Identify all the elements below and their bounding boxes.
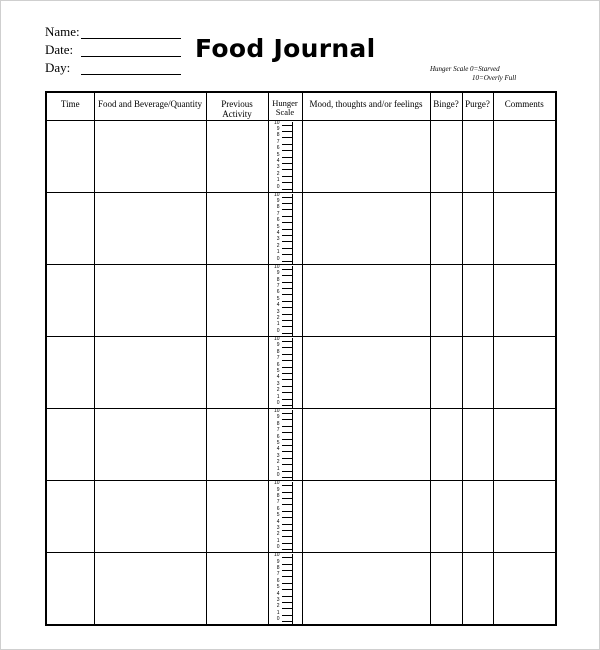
cell-previous-activity[interactable]	[206, 553, 268, 625]
hunger-scale-number: 9	[276, 486, 280, 493]
hunger-scale-number: 8	[276, 492, 280, 499]
cell-mood[interactable]	[302, 192, 430, 264]
hunger-scale-tick	[282, 511, 292, 512]
hunger-scale-tick	[282, 307, 292, 308]
date-line[interactable]	[81, 56, 181, 57]
date-label: Date:	[45, 42, 74, 57]
hunger-scale-ladder	[273, 480, 293, 552]
cell-purge[interactable]	[462, 409, 493, 481]
hunger-scale-number: 5	[276, 223, 280, 230]
cell-comments[interactable]	[493, 481, 556, 553]
hunger-scale-number: 0	[276, 327, 280, 334]
column-header-comments: Comments	[493, 92, 556, 120]
cell-binge[interactable]	[430, 192, 462, 264]
hunger-scale-number: 10	[273, 552, 280, 559]
cell-previous-activity[interactable]	[206, 120, 268, 192]
hunger-scale-tick	[282, 137, 292, 138]
hunger-scale-tick	[282, 504, 292, 505]
hunger-scale-number: 5	[276, 295, 280, 302]
hunger-scale-tick	[282, 157, 292, 158]
hunger-scale-tick	[282, 341, 292, 342]
cell-comments[interactable]	[493, 192, 556, 264]
hunger-scale-tick	[282, 203, 292, 204]
hunger-scale-tick	[282, 557, 292, 558]
hunger-scale-tick	[282, 536, 292, 537]
hunger-scale-number: 7	[276, 499, 280, 506]
hunger-scale-ladder	[273, 335, 293, 408]
cell-food[interactable]	[94, 336, 206, 408]
hunger-scale-tick	[282, 354, 292, 355]
column-header-food: Food and Beverage/Quantity	[94, 92, 206, 120]
hunger-scale-number: 6	[276, 361, 280, 368]
hunger-scale-tick	[282, 379, 292, 380]
name-field[interactable]	[45, 24, 80, 40]
cell-previous-activity[interactable]	[206, 264, 268, 336]
cell-hunger[interactable]	[268, 336, 302, 408]
hunger-scale-number: 1	[276, 609, 280, 616]
hunger-scale-tick	[282, 583, 292, 584]
hunger-scale-tick	[282, 477, 292, 478]
hunger-scale-number: 7	[276, 282, 280, 289]
cell-time[interactable]	[46, 336, 94, 408]
page-title: Food Journal	[195, 34, 376, 63]
hunger-scale-number: 0	[276, 616, 280, 623]
hunger-scale-number: 8	[276, 276, 280, 283]
hunger-scale-number: 7	[276, 210, 280, 217]
hunger-scale-tick	[282, 419, 292, 420]
column-header-hunger-scale: Hunger Scale	[268, 92, 302, 120]
cell-time[interactable]	[46, 409, 94, 481]
cell-purge[interactable]	[462, 192, 493, 264]
cell-purge[interactable]	[462, 120, 493, 192]
hunger-scale-tick	[282, 189, 292, 190]
cell-binge[interactable]	[430, 336, 462, 408]
hunger-scale-number: 5	[276, 367, 280, 374]
hunger-scale-number: 4	[276, 590, 280, 597]
hunger-scale-number: 4	[276, 230, 280, 237]
hunger-scale-number: 10	[273, 119, 280, 126]
cell-previous-activity[interactable]	[206, 192, 268, 264]
cell-previous-activity[interactable]	[206, 481, 268, 553]
hunger-scale-tick	[282, 602, 292, 603]
table-row	[46, 553, 556, 625]
hunger-scale-tick	[282, 176, 292, 177]
hunger-scale-number: 0	[276, 472, 280, 479]
hunger-scale-number: 9	[276, 414, 280, 421]
cell-previous-activity[interactable]	[206, 409, 268, 481]
table-row	[46, 481, 556, 553]
hunger-scale-tick	[282, 248, 292, 249]
cell-previous-activity[interactable]	[206, 336, 268, 408]
hunger-scale-tick	[282, 576, 292, 577]
hunger-scale-tick	[282, 197, 292, 198]
hunger-scale-tick	[282, 549, 292, 550]
cell-comments[interactable]	[493, 409, 556, 481]
hunger-scale-number: 8	[276, 348, 280, 355]
hunger-scale-ladder	[273, 408, 293, 480]
cell-time[interactable]	[46, 481, 94, 553]
hunger-scale-tick	[282, 426, 292, 427]
hunger-scale-tick	[282, 320, 292, 321]
hunger-scale-number: 0	[276, 544, 280, 551]
cell-food[interactable]	[94, 192, 206, 264]
hunger-scale-number: 9	[276, 270, 280, 277]
table-row	[46, 336, 556, 408]
cell-hunger[interactable]	[268, 481, 302, 553]
cell-hunger[interactable]	[268, 553, 302, 625]
hunger-scale-number: 3	[276, 597, 280, 604]
hunger-scale-number: 1	[276, 537, 280, 544]
hunger-scale-tick	[282, 229, 292, 230]
hunger-scale-number: 10	[273, 263, 280, 270]
hunger-scale-tick	[282, 615, 292, 616]
hunger-scale-tick	[282, 543, 292, 544]
hunger-scale-number: 2	[276, 603, 280, 610]
hunger-scale-tick	[282, 254, 292, 255]
hunger-scale-number: 9	[276, 558, 280, 565]
hunger-scale-tick	[282, 182, 292, 183]
hunger-scale-tick	[282, 464, 292, 465]
hunger-scale-number: 5	[276, 584, 280, 591]
hunger-scale-number: 6	[276, 145, 280, 152]
hunger-scale-tick	[282, 399, 292, 400]
hunger-scale-number: 10	[273, 480, 280, 487]
hunger-scale-tick	[282, 432, 292, 433]
column-header-time: Time	[46, 92, 94, 120]
hunger-scale-tick	[282, 608, 292, 609]
hunger-scale-number: 1	[276, 321, 280, 328]
cell-mood[interactable]	[302, 120, 430, 192]
hunger-scale-ladder	[273, 191, 293, 264]
day-line[interactable]	[81, 74, 181, 75]
hunger-scale-number: 6	[276, 577, 280, 584]
cell-purge[interactable]	[462, 481, 493, 553]
hunger-scale-tick	[282, 275, 292, 276]
hunger-scale-number: 9	[276, 342, 280, 349]
hunger-scale-tick	[282, 222, 292, 223]
hunger-scale-tick	[282, 125, 292, 126]
cell-comments[interactable]	[493, 336, 556, 408]
hunger-scale-tick	[282, 282, 292, 283]
column-header-purge: Purge?	[462, 92, 493, 120]
day-label: Day:	[45, 60, 71, 75]
name-line[interactable]	[81, 38, 181, 39]
hunger-scale-tick	[282, 524, 292, 525]
hunger-scale-tick	[282, 261, 292, 262]
cell-hunger[interactable]	[268, 409, 302, 481]
hunger-scale-tick	[282, 451, 292, 452]
hunger-scale-number: 2	[276, 170, 280, 177]
hunger-scale-tick	[282, 386, 292, 387]
hunger-scale-tick	[282, 530, 292, 531]
hunger-scale-number: 1	[276, 177, 280, 184]
hunger-scale-tick	[282, 216, 292, 217]
hunger-scale-tick	[282, 163, 292, 164]
hunger-scale-tick	[282, 373, 292, 374]
cell-time[interactable]	[46, 192, 94, 264]
hunger-scale-number: 1	[276, 249, 280, 256]
hunger-scale-number: 4	[276, 374, 280, 381]
hunger-scale-number: 5	[276, 151, 280, 158]
hunger-scale-tick	[282, 131, 292, 132]
hunger-scale-number: 4	[276, 302, 280, 309]
hunger-scale-tick	[282, 360, 292, 361]
hunger-scale-number: 2	[276, 314, 280, 321]
hunger-scale-number: 3	[276, 452, 280, 459]
hunger-scale-note-2: 10=Overly Full	[472, 74, 517, 82]
cell-binge[interactable]	[430, 409, 462, 481]
hunger-scale-tick	[282, 169, 292, 170]
hunger-scale-tick	[282, 392, 292, 393]
hunger-scale-ladder	[273, 263, 293, 336]
cell-mood[interactable]	[302, 264, 430, 336]
hunger-scale-tick	[282, 347, 292, 348]
hunger-scale-number: 7	[276, 427, 280, 434]
cell-comments[interactable]	[493, 120, 556, 192]
hunger-scale-tick	[282, 517, 292, 518]
hunger-scale-number: 8	[276, 132, 280, 139]
hunger-scale-tick	[282, 589, 292, 590]
hunger-scale-number: 8	[276, 420, 280, 427]
cell-food[interactable]	[94, 553, 206, 625]
table-row	[46, 120, 556, 192]
hunger-scale-number: 7	[276, 138, 280, 145]
hunger-scale-number: 6	[276, 289, 280, 296]
hunger-scale-number: 4	[276, 157, 280, 164]
hunger-scale-tick	[282, 241, 292, 242]
hunger-scale-tick	[282, 596, 292, 597]
food-journal-table	[45, 91, 557, 626]
hunger-scale-number: 6	[276, 217, 280, 224]
cell-purge[interactable]	[462, 553, 493, 625]
hunger-scale-tick	[282, 445, 292, 446]
hunger-scale-number: 7	[276, 571, 280, 578]
hunger-scale-number: 2	[276, 459, 280, 466]
cell-binge[interactable]	[430, 553, 462, 625]
cell-purge[interactable]	[462, 336, 493, 408]
hunger-scale-number: 3	[276, 236, 280, 243]
hunger-scale-tick	[282, 564, 292, 565]
hunger-scale-tick	[282, 621, 292, 622]
day-field[interactable]	[45, 60, 70, 76]
hunger-scale-number: 6	[276, 433, 280, 440]
hunger-scale-tick	[282, 498, 292, 499]
cell-comments[interactable]	[493, 553, 556, 625]
hunger-scale-number: 0	[276, 183, 280, 190]
hunger-scale-number: 1	[276, 465, 280, 472]
hunger-scale-number: 7	[276, 355, 280, 362]
hunger-scale-tick	[282, 405, 292, 406]
column-header-previous-activity: Previous Activity	[206, 92, 268, 120]
hunger-scale-tick	[282, 367, 292, 368]
column-header-binge: Binge?	[430, 92, 462, 120]
cell-time[interactable]	[46, 264, 94, 336]
hunger-scale-tick	[282, 326, 292, 327]
hunger-scale-number: 3	[276, 164, 280, 171]
hunger-scale-ladder	[273, 552, 293, 624]
hunger-scale-tick	[282, 471, 292, 472]
cell-mood[interactable]	[302, 336, 430, 408]
hunger-scale-tick	[282, 413, 292, 414]
hunger-scale-tick	[282, 439, 292, 440]
cell-comments[interactable]	[493, 264, 556, 336]
hunger-scale-tick	[282, 301, 292, 302]
cell-mood[interactable]	[302, 481, 430, 553]
hunger-scale-number: 9	[276, 198, 280, 205]
hunger-scale-number: 2	[276, 531, 280, 538]
cell-binge[interactable]	[430, 481, 462, 553]
cell-food[interactable]	[94, 481, 206, 553]
hunger-scale-number: 10	[273, 191, 280, 198]
hunger-scale-tick	[282, 492, 292, 493]
column-header-mood: Mood, thoughts and/or feelings	[302, 92, 430, 120]
hunger-scale-tick	[282, 294, 292, 295]
hunger-scale-number: 4	[276, 446, 280, 453]
hunger-scale-tick	[282, 288, 292, 289]
cell-food[interactable]	[94, 120, 206, 192]
hunger-scale-note-1: Hunger Scale 0=Starved	[430, 65, 500, 73]
cell-binge[interactable]	[430, 264, 462, 336]
table-header-row	[46, 92, 556, 120]
cell-hunger[interactable]	[268, 192, 302, 264]
hunger-scale-ladder	[273, 119, 293, 192]
name-label: Name:	[45, 24, 80, 39]
cell-time[interactable]	[46, 553, 94, 625]
hunger-scale-number: 5	[276, 512, 280, 519]
hunger-scale-number: 3	[276, 524, 280, 531]
table-row	[46, 264, 556, 336]
cell-hunger[interactable]	[268, 264, 302, 336]
hunger-scale-number: 2	[276, 387, 280, 394]
hunger-scale-tick	[282, 333, 292, 334]
table-row	[46, 192, 556, 264]
hunger-scale-number: 10	[273, 335, 280, 342]
cell-food[interactable]	[94, 409, 206, 481]
hunger-scale-tick	[282, 209, 292, 210]
hunger-scale-number: 4	[276, 518, 280, 525]
hunger-scale-number: 8	[276, 204, 280, 211]
cell-hunger[interactable]	[268, 120, 302, 192]
hunger-scale-number: 10	[273, 408, 280, 415]
hunger-scale-tick	[282, 144, 292, 145]
hunger-scale-number: 8	[276, 565, 280, 572]
hunger-scale-tick	[282, 150, 292, 151]
hunger-scale-number: 0	[276, 255, 280, 262]
hunger-scale-number: 3	[276, 380, 280, 387]
hunger-scale-tick	[282, 458, 292, 459]
cell-purge[interactable]	[462, 264, 493, 336]
hunger-scale-number: 3	[276, 308, 280, 315]
table-row	[46, 409, 556, 481]
hunger-scale-tick	[282, 570, 292, 571]
hunger-scale-number: 5	[276, 440, 280, 447]
cell-mood[interactable]	[302, 409, 430, 481]
hunger-scale-number: 0	[276, 399, 280, 406]
cell-time[interactable]	[46, 120, 94, 192]
hunger-scale-number: 2	[276, 242, 280, 249]
hunger-scale-number: 9	[276, 125, 280, 132]
hunger-scale-tick	[282, 235, 292, 236]
hunger-scale-tick	[282, 314, 292, 315]
hunger-scale-number: 6	[276, 505, 280, 512]
hunger-scale-tick	[282, 485, 292, 486]
cell-food[interactable]	[94, 264, 206, 336]
date-field[interactable]	[45, 42, 73, 58]
hunger-scale-number: 1	[276, 393, 280, 400]
cell-binge[interactable]	[430, 120, 462, 192]
hunger-scale-tick	[282, 269, 292, 270]
cell-mood[interactable]	[302, 553, 430, 625]
